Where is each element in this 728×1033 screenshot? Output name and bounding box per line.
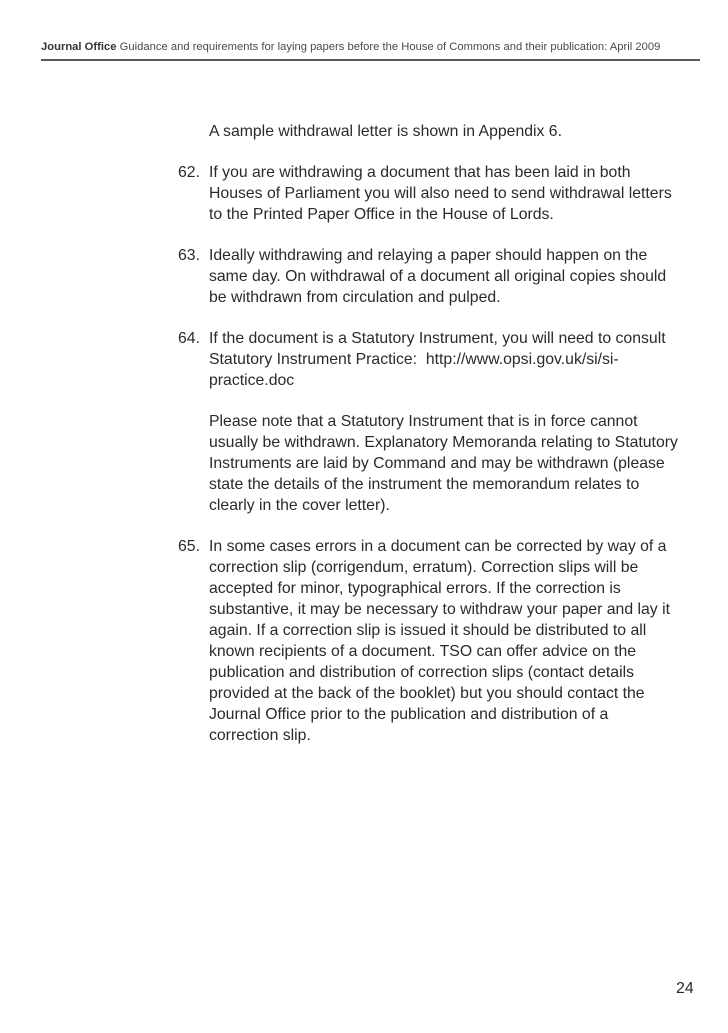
paragraph-intro-text: A sample withdrawal letter is shown in Appendix 6. bbox=[209, 123, 562, 140]
si-practice-link[interactable]: http://www.opsi.gov.uk/si/si-practice.doc bbox=[209, 351, 619, 389]
page-number: 24 bbox=[676, 980, 694, 997]
paragraph-number: 63. bbox=[178, 247, 200, 264]
paragraph-intro bbox=[178, 121, 678, 142]
paragraph-63-text: Ideally withdrawing and relaying a paper should happen on the same day. On withdrawal of a document all original copies should be withdrawn from circulation and pulped. bbox=[209, 247, 667, 306]
running-header bbox=[41, 41, 687, 53]
paragraph-63 bbox=[178, 245, 678, 308]
header-divider bbox=[41, 59, 700, 61]
paragraph-64 bbox=[178, 328, 678, 516]
header-office: Journal Office bbox=[41, 41, 117, 53]
paragraph-number: 64. bbox=[178, 330, 200, 347]
paragraph-62 bbox=[178, 162, 678, 225]
paragraph-64-sentence: If the document is a Statutory Instrument, you will need to consult Statutory Instrument Practice: bbox=[209, 330, 666, 368]
header-title: Guidance and requirements for laying papers before the House of Commons and their publication: April 2009 bbox=[119, 41, 661, 53]
paragraph-64-text bbox=[209, 328, 678, 391]
paragraph-number: 62. bbox=[178, 164, 200, 181]
paragraph-number: 65. bbox=[178, 538, 200, 555]
paragraph-64-note: Please note that a Statutory Instrument that is in force cannot usually be withdrawn. Explanatory Memoranda relating to Statutory Instruments are laid by Command and may be withdrawn (please state the details of the instrument the memorandum relates to clearly in the cover letter). bbox=[209, 413, 678, 514]
paragraph-62-text: If you are withdrawing a document that has been laid in both Houses of Parliament you will also need to send withdrawal letters to the Printed Paper Office in the House of Lords. bbox=[209, 164, 672, 223]
main-content bbox=[178, 121, 678, 746]
paragraph-65-text: In some cases errors in a document can be corrected by way of a correction slip (corrigendum, erratum). Correction slips will be accepted for minor, typographical errors. If the correction is substantive, it may be necessary to withdraw your paper and lay it again. If a correction slip is issued it should be distributed to all known recipients of a document. TSO can offer advice on the publication and distribution of correction slips (contact details provided at the back of the booklet) but you should contact the Journal Office prior to the publication and distribution of a correction slip. bbox=[209, 538, 670, 744]
paragraph-65 bbox=[178, 536, 678, 746]
